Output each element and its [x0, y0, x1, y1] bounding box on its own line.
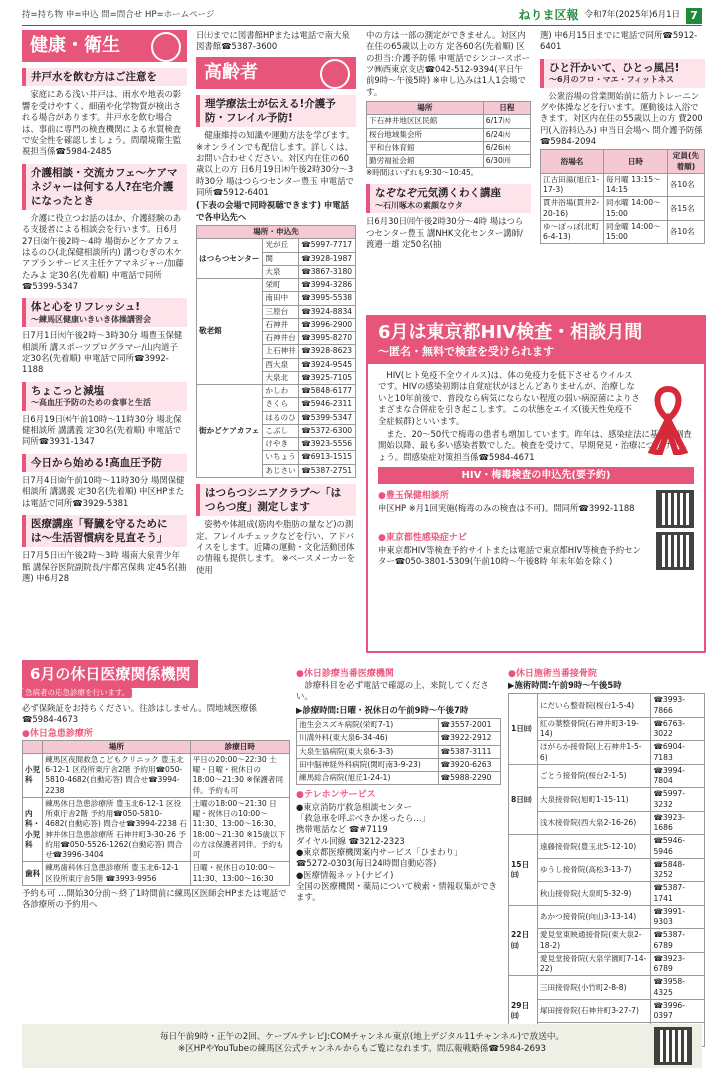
bone-name: 大泉接骨院(旭町1-15-11) [537, 788, 651, 812]
venue-name: 栄町 [263, 279, 299, 292]
table-row [367, 155, 531, 168]
page-number: 7 [686, 8, 702, 24]
medical-left [22, 660, 290, 913]
issue-date: 令和7年(2025年)6月1日 [584, 9, 680, 20]
s3-header [22, 298, 187, 327]
emerg-place: 練馬歯科休日急患診療所 豊玉北6-12-1 区役所東庁舎5階 ☎3993-9956 [43, 862, 190, 886]
table-row [509, 858, 705, 882]
table-cell: 大泉生協病院(東大泉6-3-3) [297, 745, 439, 758]
legend: 持=持ち物 申=申込 問=問合せ HP=ホームページ [22, 9, 215, 20]
c3-column [366, 30, 531, 252]
qr-code-icon[interactable] [654, 1027, 692, 1065]
table-row [197, 239, 356, 252]
table-row [509, 764, 705, 788]
health-banner-title: 健康・衛生 [30, 35, 120, 56]
bone-name: 愛見堂接骨院(大泉学園町7-14-22) [537, 952, 651, 976]
bone-name: ほがらか接骨院(上石神井1-5-6) [537, 741, 651, 765]
table-row [509, 905, 705, 929]
bone-phone: ☎3958-4325 [651, 976, 705, 1000]
table-cell: ☎5988-2290 [438, 772, 500, 785]
s6-body: 日7月5日㈯午後2時〜3時 場南大泉青少年館 講保谷医院副院長/宇都宮保典 定45名(抽選) 申6月28 [22, 550, 187, 584]
emerg-time: 日曜・祝休日の10:00〜11:30、13:00〜16:30 [190, 862, 289, 886]
bone-name: にだいら整骨院(桜台1-5-4) [537, 694, 651, 718]
schedule-table [366, 101, 531, 168]
bone-name: ごとう接骨院(桜台2-1-5) [537, 764, 651, 788]
qr-code-icon[interactable] [656, 532, 694, 570]
c4-s1-sub: 〜6月のフロ・マエ・フィットネス [549, 74, 674, 84]
table-row [23, 753, 290, 797]
venue-phone: ☎3928-8623 [299, 345, 356, 358]
hiv-o2-body: 申東京都HIV等検査予約サイトまたは電話で東京都HIV等検査予約センター☎050-3801-5309(午前10時〜午後8時 年末年始を除く) [378, 544, 641, 566]
venue-phone: ☎3923-5556 [299, 438, 356, 451]
venue-phone: ☎3928-1987 [299, 252, 356, 265]
c3-s1-header [366, 184, 531, 213]
sched-h0: 場所 [367, 102, 484, 115]
table-row [509, 694, 705, 718]
s5-title: 今日から始める!高血圧予防 [22, 454, 187, 472]
sched-h1: 日程 [483, 102, 530, 115]
venue-phone: ☎3925-7105 [299, 371, 356, 384]
venue-name: いちょう [263, 451, 299, 464]
dent-sub: ▶診療時間:日曜・祝休日の午前9時〜午後7時 [296, 704, 469, 715]
table-cell: 勤労福祉会館 [367, 155, 484, 168]
emerg-time: 土曜の18:00〜21:30 日曜・祝休日の10:00〜11:30、13:00〜16:30、18:00〜21:30 ※15歳以下の方は保護者同伴。予約も可 [190, 797, 289, 862]
venue-name: 関 [263, 252, 299, 265]
venue-phone: ☎3995-8270 [299, 332, 356, 345]
table-cell: 6/30㈪ [483, 155, 530, 168]
bone-date: 29日㈰ [509, 976, 538, 1047]
medical-tag: 急病者の応急診療を行います。 [22, 688, 132, 698]
dent-title: ●休日診療当番医療機関 [296, 669, 394, 679]
table-row [297, 719, 501, 732]
venue-group: 敬老館 [197, 279, 263, 385]
hiv-body2: また、20〜50代で梅毒の患者も増加しています。昨年は、感染症法に基づく調査開始以降、最も多い感染者数でした。検査を受けて、早期発見・治療につなげましょう。問感染症対策担当係☎5984-4671 [378, 428, 692, 462]
bone-phone: ☎5946-5946 [651, 835, 705, 859]
bone-name: ゆうし接骨院(高松3-13-7) [537, 858, 651, 882]
footer [22, 1024, 702, 1068]
health-banner [22, 30, 187, 62]
c2-s1-note: (下表の会場で同時視聴できます) 申電話で各申込先へ [196, 200, 349, 222]
stethoscope-icon [151, 32, 181, 62]
c2-top: 日㈯までに図書館HPまたは電話で南大泉図書館☎5387-3600 [196, 30, 350, 52]
c3-s1-title: なぞなぞ元気湧くわく講座 [375, 187, 501, 200]
table-row [509, 811, 705, 835]
table-row [367, 128, 531, 141]
bath-table [540, 149, 705, 244]
bath-h2: 定員(先着順) [667, 150, 704, 174]
table-row [509, 835, 705, 859]
c4-column [540, 30, 705, 244]
s6-title: 医療講座「腎臓を守るためには〜生活習慣病を見直そう」 [22, 515, 187, 547]
venue-table-header: 場所・申込先 [197, 226, 356, 239]
hiv-opt1 [368, 488, 704, 530]
hiv-o1-body: 申区HP ※月1回実施(梅毒のみの検査は不可)。問同所☎3992-1188 [378, 502, 635, 513]
emerg-place: 練馬休日急患診療所 豊玉北6-12-1 区役所東庁舎2階 予約用☎050-5810-4682(自動応答) 問合せ☎3994-2238 石神井休日急患診療所 石神井町3-30-26 予約用☎050-5526-1262(自動応答) 問合せ☎3996-3404 [43, 797, 190, 862]
bone-name: 愛見堂東映通接骨院(東大泉2-18-2) [537, 929, 651, 953]
bone-sub: ▶施術時間:午前9時〜午後5時 [508, 680, 622, 691]
table-cell: ☎3922-2912 [438, 732, 500, 745]
c2-s2-title: はつらつシニアクラブ〜「はつらつ度」測定します [196, 484, 356, 516]
table-cell: ☎3920-6263 [438, 758, 500, 771]
table-cell: 平和台体育館 [367, 141, 484, 154]
table-cell: 6/17㈫ [483, 115, 530, 128]
venue-name: 大泉北 [263, 371, 299, 384]
s1-title: 井戸水を飲む方はご注意を [22, 68, 187, 86]
top-bar [22, 6, 702, 26]
table-cell: 6/24㈫ [483, 128, 530, 141]
c3-s1-body: 日6月30日㈪午後2時30分〜4時 場はつらつセンター豊玉 講NHK文化センター講師/渡邉一雄 定50名(抽 [366, 216, 524, 250]
s3-title: 体と心をリフレッシュ! [31, 301, 141, 314]
table-cell: 6/26㈭ [483, 141, 530, 154]
tel-line: ●東京都医療機関案内サービス「ひまわり」 [296, 846, 463, 857]
bone-table [508, 693, 705, 1047]
table-cell: 桜台地域集会所 [367, 128, 484, 141]
table-cell: 同水曜 14:00〜15:00 [604, 197, 668, 221]
emerg-dept: 内科・小児科 [23, 797, 43, 862]
c4-s1-body: 公衆浴場の営業開始前に筋力トレーニングや体操などを行います。運動後は入浴できます。対区内在住の55歳以上の方 費200円(入浴料込み) 申当日会場へ 問介護予防係☎5984-2094 [540, 90, 703, 147]
medical-intro: 必ず保険証をお持ちください。往診はしません。問地域医療係☎5984-4673 [22, 702, 258, 725]
elderly-banner-title: 高齢者 [204, 61, 258, 83]
venue-phone: ☎5387-2751 [299, 464, 356, 477]
venue-phone: ☎3995-5538 [299, 292, 356, 305]
bone-date: 1日㈰ [509, 694, 538, 765]
bone-phone: ☎6763-3022 [651, 717, 705, 741]
table-cell: 各10名 [667, 173, 704, 197]
bone-name: 三田接骨院(小竹町2-8-8) [537, 976, 651, 1000]
c4-top: 選) 申6月15日までに電話で同所☎5912-6401 [540, 30, 698, 52]
table-row [509, 952, 705, 976]
table-row [509, 976, 705, 1000]
tel-line: ダイヤル回線 ☎3212-2323 [296, 835, 405, 846]
table-row [509, 882, 705, 906]
emerg-title: ●休日急患診療所 [22, 728, 93, 739]
bone-date: 22日㈰ [509, 905, 538, 976]
venue-name: 石神井 [263, 318, 299, 331]
table-row [509, 929, 705, 953]
s1-body: 家庭にある浅い井戸は、雨水や地表の影響を受けやすく、細菌や化学物質が検出される場合があります。井戸水を飲む場合は、事前に専門の検査機関による水質検査で安全性を確認しましょう。問環境衛生監視担当係☎5984-2485 [22, 89, 182, 157]
table-row [367, 115, 531, 128]
tel-line: ●医療情報ネット(ナビイ) [296, 869, 394, 880]
table-row [23, 797, 290, 862]
venue-phone: ☎3994-3286 [299, 279, 356, 292]
venue-name: あじさい [263, 464, 299, 477]
table-row [541, 220, 705, 244]
c2-s1-body: 健康維持の知識や運動方法を学びます。※オンラインでも配信します。詳しくは、お問い合わせください。対区内在住の60歳以上の方 日6月19日㈭午後2時30分〜3時30分 場はつらつセンター豊玉 申電話で同所☎5912-6401 [196, 130, 355, 198]
bone-phone: ☎3923-1686 [651, 811, 705, 835]
red-ribbon-icon [646, 385, 690, 455]
bone-phone: ☎6904-7183 [651, 741, 705, 765]
s3-body: 日7月1日㈫午後2時〜3時30分 場豊玉保健相談所 講スポーツプログラマー/山内道子 定30名(先着順) 申電話で同所☎3992-1188 [22, 330, 183, 375]
hiv-bar: HIV・梅毒検査の申込先(要予約) [378, 467, 694, 485]
tel-line: 全国の医療機関・薬局について検索・情報収集ができます。 [296, 880, 497, 903]
elderly-column [196, 30, 356, 578]
bone-name: あかつ接骨院(向山3-13-14) [537, 905, 651, 929]
elderly-banner [196, 57, 356, 89]
table-cell: 練馬総合病院(旭丘1-24-1) [297, 772, 439, 785]
footer-line1: 毎日午前9時・正午の2回、ケーブルテレビJ:COMチャンネル東京(地上デジタル11チャンネル)で放送中。 [159, 1032, 565, 1042]
tel-line: 携帯電話など ☎#7119 [296, 824, 388, 835]
hiv-box [366, 315, 706, 653]
hiv-title: 6月は東京都HIV検査・相談月間 [378, 322, 643, 343]
elderly-couple-icon [320, 59, 350, 89]
table-row [367, 141, 531, 154]
c2-s1-title: 理学療法士が伝える!介護予防・フレイル予防! [196, 95, 356, 127]
qr-code-icon[interactable] [656, 490, 694, 528]
venue-name: かしわ [263, 385, 299, 398]
venue-name: 上石神井 [263, 345, 299, 358]
medical-right [508, 668, 705, 1047]
table-cell: 貫井浴場(貫井2-20-16) [541, 197, 604, 221]
bone-name: 秋山接骨院(大泉町5-32-9) [537, 882, 651, 906]
hiv-o2-title: ●東京都性感染症ナビ [378, 533, 467, 544]
table-cell: 下石神井地区区民館 [367, 115, 484, 128]
bone-phone: ☎5848-3252 [651, 858, 705, 882]
table-row [297, 745, 501, 758]
c2-s2-body: 姿勢や体組成(筋肉や脂肪の量など)の測定、フレイルチェックなどを行い、アドバイスをします。近隣の運動・文化活動団体の情報も提供します。 ※ペースメーカーを使用 [196, 519, 356, 575]
table-row [509, 999, 705, 1023]
bath-h0: 浴場名 [541, 150, 604, 174]
hiv-o1-title: ●豊玉保健相談所 [378, 491, 449, 502]
venue-name: こぶし [263, 424, 299, 437]
bone-phone: ☎3923-6789 [651, 952, 705, 976]
venue-name: 三原台 [263, 305, 299, 318]
bone-name: 紅の葉整骨院(石神井町3-19-14) [537, 717, 651, 741]
venue-group: 街かどケアカフェ [197, 385, 263, 478]
venue-phone: ☎3924-8834 [299, 305, 356, 318]
table-cell: ☎3557-2001 [438, 719, 500, 732]
tel-line: ●東京消防庁救急相談センター [296, 801, 412, 812]
bone-phone: ☎5387-1741 [651, 882, 705, 906]
bone-phone: ☎5387-6789 [651, 929, 705, 953]
table-row [197, 279, 356, 292]
table-cell: 毎月曜 13:15〜14:15 [604, 173, 668, 197]
bone-phone: ☎3994-7804 [651, 764, 705, 788]
tel-line: 「救急車を呼ぶべきか迷ったら…」 [296, 812, 430, 823]
s2-body: 介護に役立つお話のほか、介護経験のある支援者による相談会を行います。日6月27日㈮午後2時〜4時 場街かどケアカフェはるのひ(北保健相談所内) 講つむぎの木ケアプランサービス主任ケアマネジャー/加藤たみよ 定30名(先着順) 申電話で同所☎5399-5347 [22, 213, 184, 292]
table-cell: 川満外科(東大泉6-34-46) [297, 732, 439, 745]
table-row [197, 385, 356, 398]
hiv-opt2 [368, 530, 704, 572]
s4-sub: 〜高血圧予防のための食事と生活 [31, 397, 151, 407]
emerg-h1: 診療日時 [190, 740, 289, 753]
venue-name: 西大泉 [263, 358, 299, 371]
health-column [22, 30, 187, 586]
footer-line2: ※区HPやYouTubeの練馬区公式チャンネルからもご覧になれます。問広報戦略係☎5984-2693 [178, 1043, 546, 1054]
table-row [297, 758, 501, 771]
tel-lines [296, 802, 501, 904]
hiv-header [368, 317, 704, 364]
emerg-table [22, 740, 290, 886]
table-row [541, 173, 705, 197]
bath-h1: 日時 [604, 150, 668, 174]
emerg-h0: 場所 [43, 740, 190, 753]
table-row [297, 772, 501, 785]
s4-header [22, 382, 187, 411]
table-row [541, 197, 705, 221]
venue-name: 石神井台 [263, 332, 299, 345]
venue-name: 大泉 [263, 265, 299, 278]
bone-phone: ☎5997-3232 [651, 788, 705, 812]
bone-name: 塚田接骨院(石神井町3-27-7) [537, 999, 651, 1023]
bone-phone: ☎3991-9303 [651, 905, 705, 929]
bone-date: 8日㈰ [509, 764, 538, 835]
table-cell: 江古田湯(旭丘1-17-3) [541, 173, 604, 197]
venue-phone: ☎3924-9545 [299, 358, 356, 371]
venue-name: 光が丘 [263, 239, 299, 252]
table-cell: 各10名 [667, 220, 704, 244]
bone-name: 遠藤接骨院(豊玉北5-12-10) [537, 835, 651, 859]
bone-phone: ☎3993-7866 [651, 694, 705, 718]
emerg-time: 平日の20:00〜22:30 土曜・日曜・祝休日の18:00〜21:30 ※保護者同伴。予約も可 [190, 753, 289, 797]
venue-table [196, 225, 356, 478]
masthead [518, 7, 702, 23]
emerg-dept: 歯科 [23, 862, 43, 886]
table-cell: ☎5387-3111 [438, 745, 500, 758]
venue-phone: ☎6913-1515 [299, 451, 356, 464]
venue-group: はつらつセンター [197, 239, 263, 279]
c4-s1-title: ひと汗かいて、ひとっ風呂! [549, 61, 680, 74]
emerg-dept: 小児科 [23, 753, 43, 797]
table-cell: ゆ〜ぽっぽ(北町6-4-13) [541, 220, 604, 244]
emerg-note: 予約も可 …開始30分前〜終了1時間前に練馬区医師会HPまたは電話で各診療所の予約用へ [22, 887, 287, 910]
hiv-body1: HIV(ヒト免疫不全ウイルス)は、体の免疫力を低下させるウイルスです。HIVの感染初期は自覚症状がほとんどありませんが、治療しないと10年前後で、普段なら病気にならない程度の弱い病原菌によりさまざまな合併症を引き起こします。この状態をエイズ(後天性免疫不全症候群)といいます。 [378, 370, 640, 426]
c3-top: 中の方は一部の測定ができません。対区内在住の65歳以上の方 定各60名(先着順) 区の担当:介護予防係 申電話でシンコースポーツ㈱西東京支店☎042-512-9394(平日午前9時〜午後5時) ※申し込みは1人1会場です。 [366, 30, 530, 97]
emerg-place: 練馬区夜間救急こどもクリニック 豊玉北6-12-1 区役所東庁舎2階 予約用☎050-5810-4682(自動応答) 問合せ☎3994-2238 [43, 753, 190, 797]
sched-note: ※時間はいずれも9:30〜10:45。 [366, 168, 479, 178]
tel-title: ●テレホンサービス [296, 790, 376, 801]
medical-title: 6月の休日医療関係機関 [22, 660, 198, 688]
venue-phone: ☎5372-6300 [299, 424, 356, 437]
bone-title: ●休日施術当番接骨院 [508, 669, 597, 679]
venue-phone: ☎5848-6177 [299, 385, 356, 398]
bone-name: 浅木接骨院(西大泉2-16-26) [537, 811, 651, 835]
s5-body: 日7月4日㈮午前10時〜11時30分 場関保健相談所 講講義 定30名(先着順) 申区HPまたは電話で同所☎3929-5381 [22, 474, 185, 508]
table-cell: 同金曜 14:00〜15:00 [604, 220, 668, 244]
venue-phone: ☎5399-5347 [299, 411, 356, 424]
s4-body: 日6月19日㈭午前10時〜11時30分 場北保健相談所 講講義 定30名(先着順) 申電話で同所☎3931-1347 [22, 413, 182, 447]
dent-intro: 診療科目を必ず電話で確認の上、来院してください。 [296, 680, 489, 702]
venue-name: はるのひ [263, 411, 299, 424]
dent-table [296, 718, 501, 785]
c4-s1-header [540, 59, 705, 88]
venue-phone: ☎5997-7717 [299, 239, 356, 252]
table-cell: 池生会スズキ病院(栄町7-1) [297, 719, 439, 732]
table-row [509, 741, 705, 765]
s2-title: 介護相談・交流カフェ〜ケアマネジャーは何する人?在宅介護になったとき [22, 164, 187, 211]
table-row [509, 717, 705, 741]
medical-mid [296, 668, 501, 904]
venue-phone: ☎3867-3180 [299, 265, 356, 278]
venue-name: さくら [263, 398, 299, 411]
c3-s1-sub: 〜石川啄木の素顔なウタ [375, 200, 463, 210]
table-row [23, 862, 290, 886]
s3-sub: 〜練馬区健康いきいき体操講習会 [31, 314, 151, 324]
logo: ねりま区報 [518, 8, 579, 23]
hiv-subtitle: 〜匿名・無料で検査を受けられます [378, 345, 554, 359]
table-cell: 田中脳神経外科病院(関町南3-9-23) [297, 758, 439, 771]
venue-name: 南田中 [263, 292, 299, 305]
table-row [297, 732, 501, 745]
bone-phone: ☎3996-0397 [651, 999, 705, 1023]
table-cell: 各15名 [667, 197, 704, 221]
table-row [509, 788, 705, 812]
venue-phone: ☎3996-2900 [299, 318, 356, 331]
s4-title: ちょこっと減塩 [31, 384, 105, 397]
bone-date: 15日㈰ [509, 835, 538, 906]
venue-name: けやき [263, 438, 299, 451]
tel-line: ☎5272-0303(毎日24時間自動応答) [296, 858, 437, 869]
venue-phone: ☎5946-2311 [299, 398, 356, 411]
